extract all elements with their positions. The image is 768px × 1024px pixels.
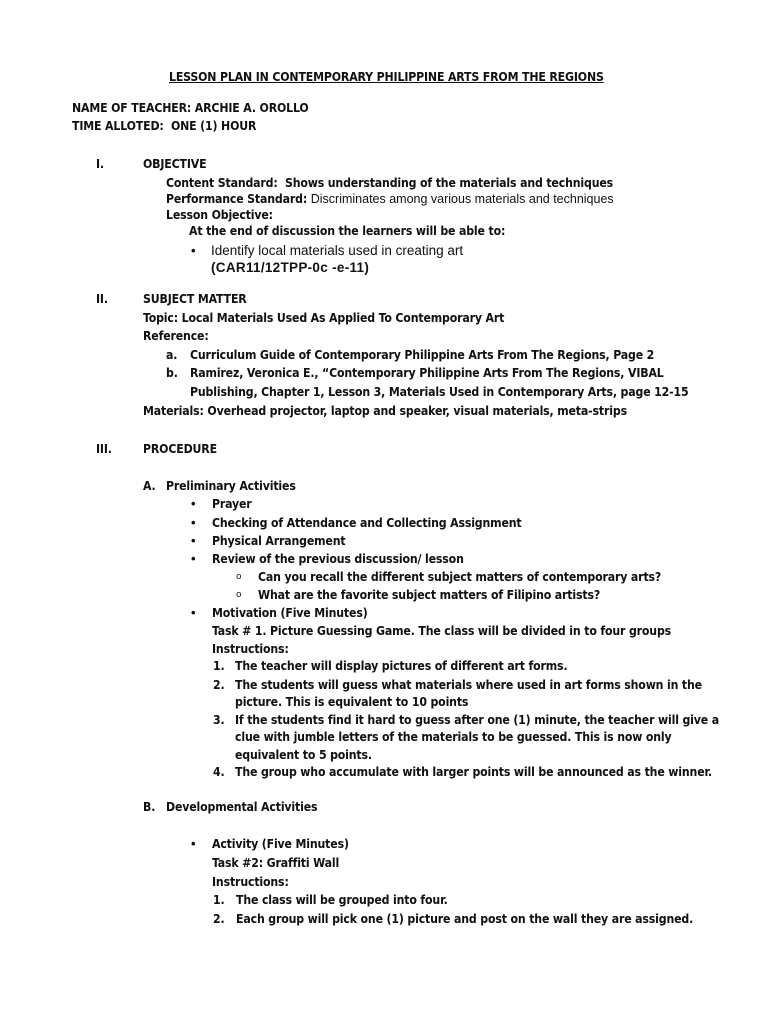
reference-item-b-line-2: Publishing, Chapter 1, Lesson 3, Materials Used in Contemporary Arts, page 12-15 xyxy=(190,385,689,399)
step-marker: 2. xyxy=(213,678,225,692)
objective-item: Identify local materials used in creating art xyxy=(211,243,464,258)
bullet-icon: • xyxy=(191,515,196,530)
activity-step-1: The class will be grouped into four. xyxy=(236,893,448,907)
objective-item-code: (CAR11/12TPP-0c -e-11) xyxy=(211,260,370,275)
bullet-icon: • xyxy=(191,533,196,548)
reference-item-a: Curriculum Guide of Contemporary Philippine Arts From The Regions, Page 2 xyxy=(190,348,655,362)
subsection-heading-preliminary: Preliminary Activities xyxy=(166,479,296,493)
teacher-line xyxy=(72,99,309,117)
content-standard-value: Shows understanding of the materials and techniques xyxy=(284,176,614,190)
time-line xyxy=(72,117,256,135)
performance-standard-label: Performance Standard: xyxy=(166,192,308,206)
bullet-icon: • xyxy=(191,496,196,511)
performance-standard-value: Discriminates among various materials and techniques xyxy=(310,192,614,206)
materials xyxy=(143,402,627,420)
circle-bullet-icon: o xyxy=(236,590,242,600)
circle-bullet-icon: o xyxy=(236,572,242,582)
section-numeral-1: I. xyxy=(96,157,104,171)
teacher-label: NAME OF TEACHER: xyxy=(72,101,192,115)
activity-step-2: Each group will pick one (1) picture and post on the wall they are assigned. xyxy=(236,912,694,926)
preliminary-item: Prayer xyxy=(212,497,252,511)
motivation-step-1: The teacher will display pictures of different art forms. xyxy=(235,659,568,673)
topic xyxy=(143,309,504,327)
document-title: LESSON PLAN IN CONTEMPORARY PHILIPPINE ARTS FROM THE REGIONS xyxy=(169,70,604,84)
time-label: TIME ALLOTED: xyxy=(72,119,164,133)
step-marker: 1. xyxy=(213,659,225,673)
bullet-icon: • xyxy=(191,243,196,258)
topic-label: Topic: xyxy=(143,311,178,325)
objective-intro: At the end of discussion the learners will be able to: xyxy=(189,224,506,238)
activity-instructions-label: Instructions: xyxy=(212,875,289,889)
subsection-marker-a: A. xyxy=(143,479,156,493)
motivation-instructions-label: Instructions: xyxy=(212,642,289,656)
subsection-heading-developmental: Developmental Activities xyxy=(166,800,318,814)
motivation-heading: Motivation (Five Minutes) xyxy=(212,606,368,620)
section-heading-objective: OBJECTIVE xyxy=(143,157,207,171)
reference-item-b-line-1: Ramirez, Veronica E., “Contemporary Philippine Arts From The Regions, VIBAL xyxy=(190,366,664,380)
reference-marker-b: b. xyxy=(166,366,178,380)
bullet-icon: • xyxy=(191,551,196,566)
subsection-marker-b: B. xyxy=(143,800,156,814)
activity-task: Task #2: Graffiti Wall xyxy=(212,856,340,870)
section-heading-procedure: PROCEDURE xyxy=(143,442,217,456)
lesson-objective-label: Lesson Objective: xyxy=(166,208,273,222)
step-marker: 3. xyxy=(213,713,225,727)
teacher-name: ARCHIE A. OROLLO xyxy=(194,101,309,115)
time-value: ONE (1) HOUR xyxy=(170,119,257,133)
preliminary-item: Physical Arrangement xyxy=(212,534,346,548)
preliminary-item: Checking of Attendance and Collecting Assignment xyxy=(212,516,522,530)
preliminary-item: Review of the previous discussion/ lesson xyxy=(212,552,464,566)
bullet-icon: • xyxy=(191,836,196,851)
materials-value: Overhead projector, laptop and speaker, visual materials, meta-strips xyxy=(207,404,627,418)
section-heading-subject-matter: SUBJECT MATTER xyxy=(143,292,247,306)
motivation-task: Task # 1. Picture Guessing Game. The class will be divided in to four groups xyxy=(212,624,672,638)
motivation-step-3-line-2: clue with jumble letters of the materials to be guessed. This is now only xyxy=(235,730,672,744)
review-question: What are the favorite subject matters of Filipino artists? xyxy=(258,588,601,602)
step-marker: 2. xyxy=(213,912,225,926)
bullet-icon: • xyxy=(191,605,196,620)
motivation-step-2-line-2: picture. This is equivalent to 10 points xyxy=(235,695,469,709)
reference-marker-a: a. xyxy=(166,348,178,362)
review-question: Can you recall the different subject matters of contemporary arts? xyxy=(258,570,662,584)
section-numeral-2: II. xyxy=(96,292,108,306)
step-marker: 1. xyxy=(213,893,225,907)
topic-value: Local Materials Used As Applied To Contemporary Art xyxy=(181,311,505,325)
reference-label: Reference: xyxy=(143,329,209,343)
content-standard-label: Content Standard: xyxy=(166,176,278,190)
motivation-step-4: The group who accumulate with larger points will be announced as the winner. xyxy=(235,765,713,779)
activity-heading: Activity (Five Minutes) xyxy=(212,837,349,851)
motivation-step-2-line-1: The students will guess what materials where used in art forms shown in the xyxy=(235,678,702,692)
step-marker: 4. xyxy=(213,765,225,779)
materials-label: Materials: xyxy=(143,404,204,418)
motivation-step-3-line-1: If the students find it hard to guess after one (1) minute, the teacher will give a xyxy=(235,713,719,727)
motivation-step-3-line-3: equivalent to 5 points. xyxy=(235,748,372,762)
section-numeral-3: III. xyxy=(96,442,112,456)
